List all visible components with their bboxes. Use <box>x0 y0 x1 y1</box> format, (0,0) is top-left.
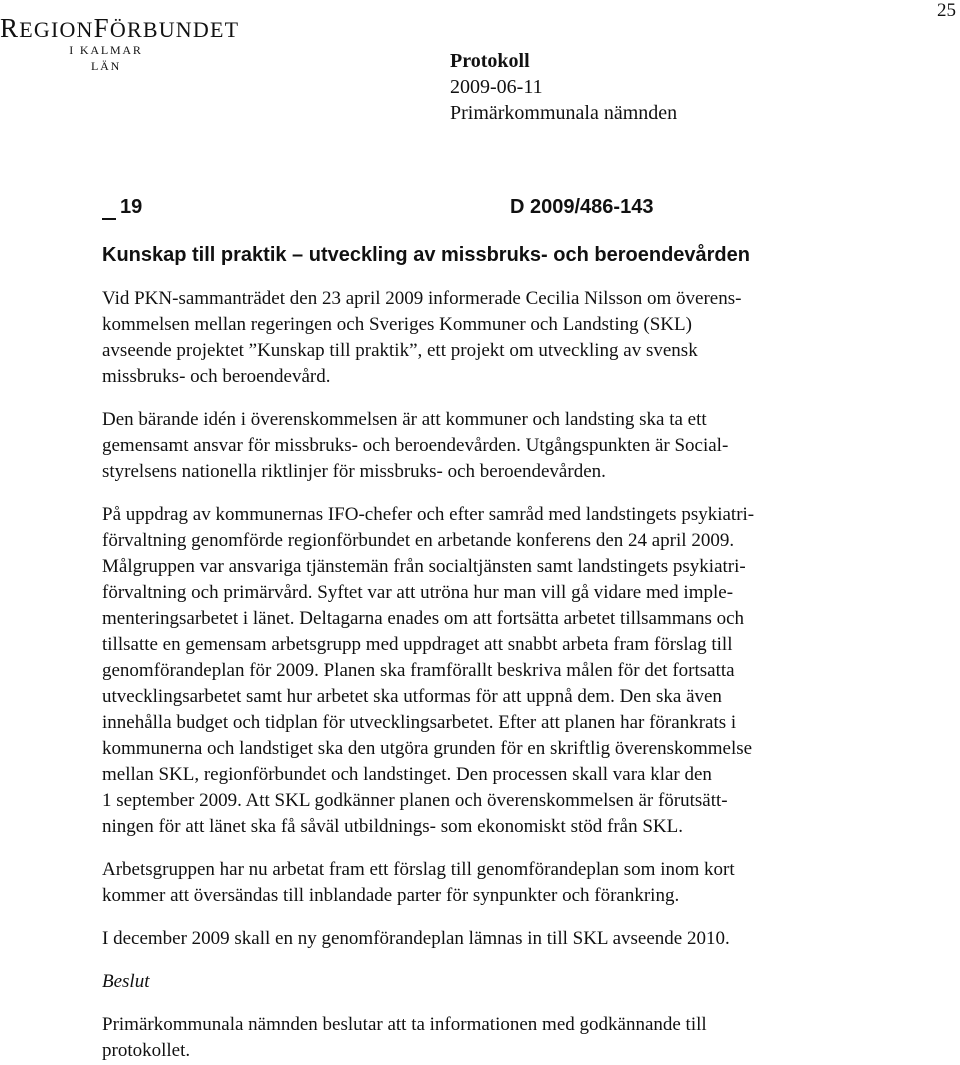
logo-name <box>0 13 240 43</box>
page-number: 25 <box>937 0 956 21</box>
text-line: gemensamt ansvar för missbruks- och beroendevården. Utgångspunkten är Social- <box>102 435 729 456</box>
text-line: 1 september 2009. Att SKL godkänner planen och överenskommelsen är förutsätt- <box>102 790 728 811</box>
text-line: tillsatte en gemensam arbetsgrupp med uppdraget att snabbt arbeta fram förslag till <box>102 634 733 655</box>
item-title: Kunskap till praktik – utveckling av missbruks- och beroendevården <box>102 244 750 266</box>
section-number: 19 <box>120 196 143 218</box>
heading-underscore <box>102 218 116 220</box>
meeting-date: 2009-06-11 <box>450 76 543 98</box>
text-line: Arbetsgruppen har nu arbetat fram ett förslag till genomförandeplan som inom kort <box>102 859 735 880</box>
document-body <box>102 286 872 1064</box>
text-line: missbruks- och beroendevård. <box>102 366 331 387</box>
logo-text-egion: EGION <box>19 17 94 42</box>
text-line: kommelsen mellan regeringen och Sveriges Kommuner och Landsting (SKL) <box>102 314 692 335</box>
text-line: Målgruppen var ansvariga tjänstemän från socialtjänsten samt landstingets psykiatri- <box>102 556 746 577</box>
paragraph-3 <box>102 502 872 840</box>
committee-name: Primärkommunala nämnden <box>450 102 678 124</box>
text-line: förvaltning genomförde regionförbundet en arbetande konferens den 24 april 2009. <box>102 530 735 551</box>
logo-subtitle-text: I KALMAR LÄN <box>69 43 143 73</box>
text-line: avseende projektet ”Kunskap till praktik”, ett projekt om utveckling av svensk <box>102 340 698 361</box>
paragraph-5 <box>102 926 872 952</box>
text-line: Vid PKN-sammanträdet den 23 april 2009 informerade Cecilia Nilsson om överens- <box>102 288 742 309</box>
document-type: Protokoll <box>450 50 530 72</box>
text-line: förvaltning och primärvård. Syftet var att utröna hur man vill gå vidare med imple- <box>102 582 734 603</box>
text-line: På uppdrag av kommunernas IFO-chefer och efter samråd med landstingets psykiatri- <box>102 504 755 525</box>
text-line: kommunerna och landstiget ska den utgöra grunden för en skriftlig överenskommelse <box>102 738 753 759</box>
text-line: kommer att översändas till inblandade parter för synpunkter och förankring. <box>102 885 680 906</box>
text-line: innehålla budget och tidplan för utvecklingsarbetet. Efter att planen har förankrats i <box>102 712 737 733</box>
paragraph-1 <box>102 286 872 390</box>
text-line: I december 2009 skall en ny genomförandeplan lämnas in till SKL avseende 2010. <box>102 928 730 949</box>
section-heading <box>102 193 862 221</box>
text-line: Primärkommunala nämnden beslutar att ta informationen med godkännande till <box>102 1014 707 1035</box>
text-line: protokollet. <box>102 1040 191 1061</box>
text-line: menteringsarbetet i länet. Deltagarna enades om att fortsätta arbetet tillsammans och <box>102 608 745 629</box>
logo-cap-r: R <box>0 13 20 43</box>
paragraph-4 <box>102 857 872 909</box>
text-line: styrelsens nationella riktlinjer för missbruks- och beroendevården. <box>102 461 606 482</box>
decision-label <box>102 969 872 995</box>
paragraph-2 <box>102 407 872 485</box>
text-line: utvecklingsarbetet samt hur arbetet ska utformas för att uppnå dem. Den ska även <box>102 686 722 707</box>
decision-heading: Beslut <box>102 971 150 992</box>
text-line: mellan SKL, regionförbundet och landstinget. Den processen skall vara klar den <box>102 764 712 785</box>
text-line: ningen för att länet ska få såväl utbildnings- som ekonomiskt stöd från SKL. <box>102 816 683 837</box>
text-line: genomförandeplan för 2009. Planen ska framförallt beskriva målen för det fortsatta <box>102 660 735 681</box>
decision-text <box>102 1012 872 1064</box>
regionforbundet-logo <box>0 13 240 74</box>
diary-number: D 2009/486-143 <box>510 196 654 218</box>
logo-cap-f: F <box>93 13 110 43</box>
logo-subtitle <box>0 42 150 74</box>
text-line: Den bärande idén i överenskommelsen är att kommuner och landsting ska ta ett <box>102 409 707 430</box>
document-header <box>450 48 677 126</box>
logo-text-orbundet: ÖRBUNDET <box>109 17 240 42</box>
